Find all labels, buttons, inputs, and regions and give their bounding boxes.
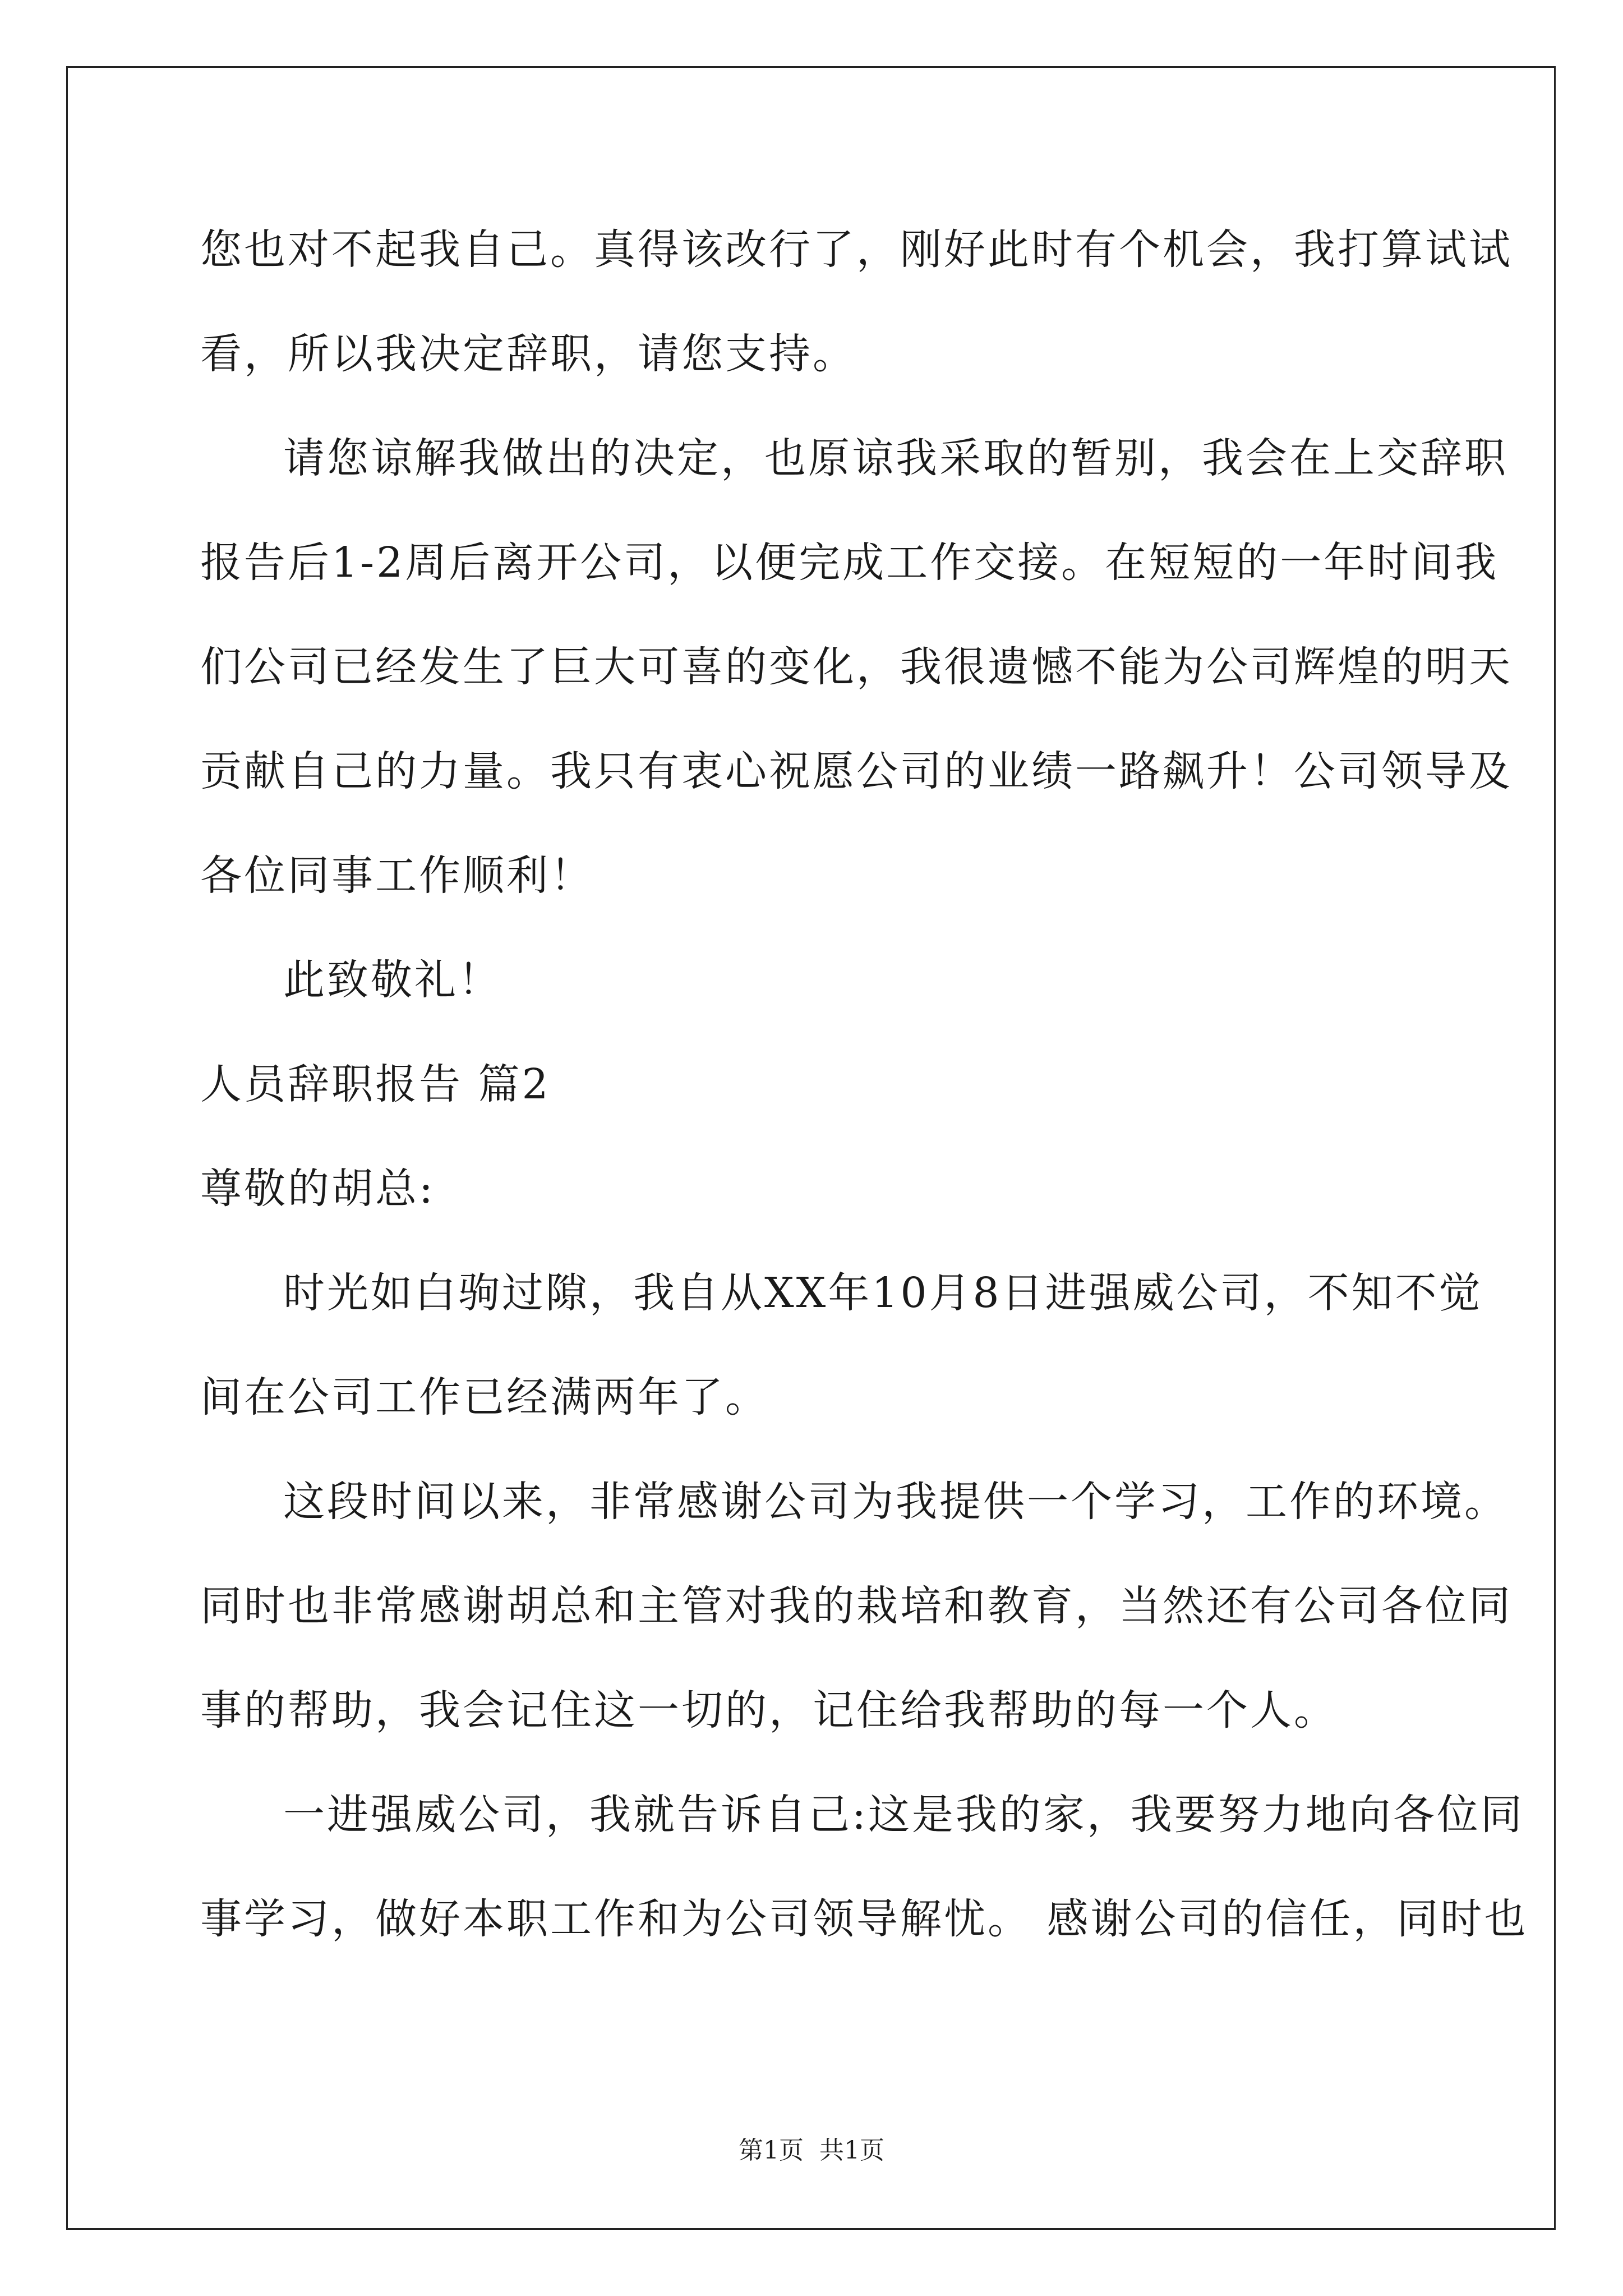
section-heading: 人员辞职报告 篇2 [200, 1060, 551, 1108]
paragraph-line: 这段时间以来，非常感谢公司为我提供一个学习，工作的环境。 [283, 1478, 1508, 1526]
closing-salutation: 此致敬礼！ [283, 956, 502, 1004]
paragraph-line: 们公司已经发生了巨大可喜的变化，我很遗憾不能为公司辉煌的明天 [200, 643, 1513, 691]
paragraph-line: 贡献自己的力量。我只有衷心祝愿公司的业绩一路飙升！公司领导及 [200, 747, 1513, 795]
paragraph-line: 事的帮助，我会记住这一切的，记住给我帮助的每一个人。 [200, 1686, 1338, 1734]
document-body [200, 208, 1528, 1981]
paragraph-line: 时光如白驹过隙，我自从XX年10月8日进强威公司，不知不觉 [283, 1269, 1483, 1317]
paragraph-line: 同时也非常感谢胡总和主管对我的栽培和教育，当然还有公司各位同 [200, 1582, 1513, 1630]
greeting: 尊敬的胡总: [200, 1165, 435, 1213]
page-total: 共1页 [819, 2136, 884, 2165]
page-footer [0, 2134, 1623, 2168]
page-number: 第1页 [739, 2136, 804, 2165]
paragraph-line: 您也对不起我自己。真得该改行了，刚好此时有个机会，我打算试试 [200, 226, 1513, 274]
paragraph-line: 看，所以我决定辞职，请您支持。 [200, 330, 856, 378]
paragraph-line: 事学习，做好本职工作和为公司领导解忧。 感谢公司的信任，同时也 [200, 1895, 1528, 1943]
paragraph-line: 间在公司工作已经满两年了。 [200, 1373, 769, 1421]
paragraph-line: 请您谅解我做出的决定，也原谅我采取的暂别，我会在上交辞职 [283, 434, 1508, 482]
paragraph-line: 一进强威公司，我就告诉自己:这是我的家，我要努力地向各位同 [283, 1791, 1524, 1839]
paragraph-line: 报告后1-2周后离开公司，以便完成工作交接。在短短的一年时间我 [200, 539, 1499, 587]
paragraph-line: 各位同事工作顺利！ [200, 852, 594, 900]
